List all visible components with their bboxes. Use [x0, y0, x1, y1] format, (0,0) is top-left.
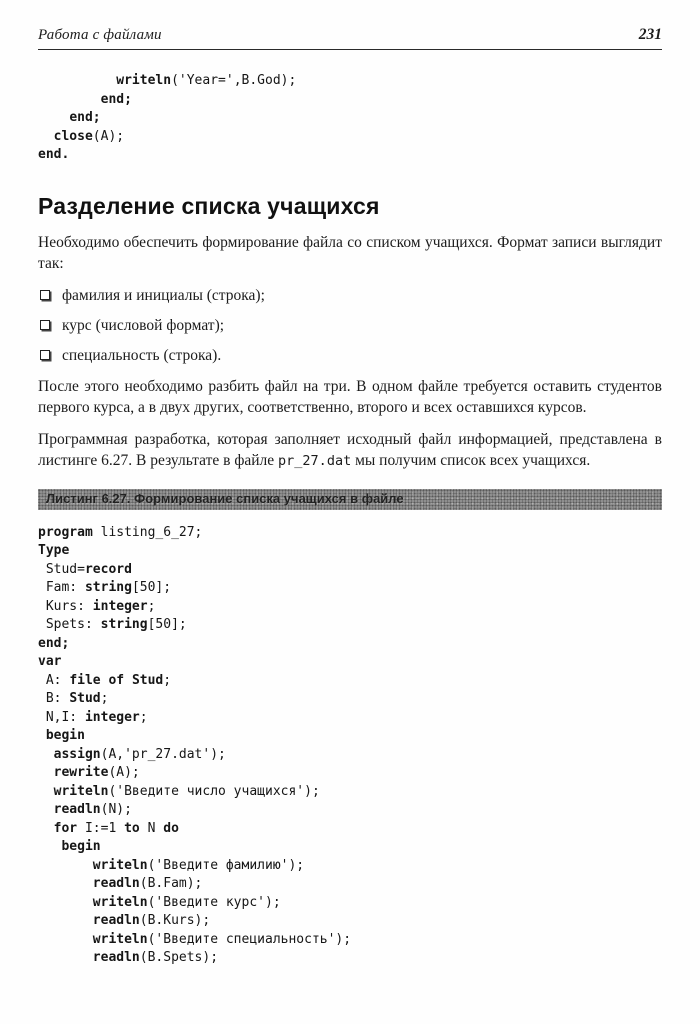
code-line: Type: [38, 543, 70, 558]
code-line: Fam: string[50];: [38, 580, 172, 595]
listing-caption: Листинг 6.27. Формирование списка учащихся в файле: [38, 489, 662, 510]
page-number: 231: [638, 26, 662, 43]
inline-code: pr_27.dat: [278, 453, 352, 469]
square-bullet-icon: [40, 350, 50, 360]
listing-code-block: [38, 524, 662, 968]
paragraph-intro: Необходимо обеспечить формирование файла со списком учащихся. Формат записи выглядит так:: [38, 233, 662, 272]
code-line: B: Stud;: [38, 691, 109, 706]
code-line: close(A);: [53, 128, 125, 144]
list-item: [38, 315, 662, 336]
square-bullet-icon: [40, 290, 50, 300]
page-header: [38, 26, 662, 50]
code-line: for I:=1 to N do: [53, 820, 179, 836]
code-line: readln(N);: [53, 802, 132, 817]
list-item-label: специальность (строка).: [62, 346, 222, 364]
code-line: N,I: integer;: [38, 709, 148, 725]
code-line: program listing_6_27;: [38, 524, 203, 540]
code-line: readln(B.Fam);: [92, 876, 203, 891]
code-line: A: file of Stud;: [38, 672, 172, 688]
paragraph-listing-ref: [38, 429, 662, 473]
code-line: assign(A,'pr_27.dat');: [53, 746, 226, 762]
code-line: begin: [61, 839, 101, 854]
code-line: Spets: string[50];: [38, 617, 187, 632]
code-line: end;: [69, 110, 101, 125]
record-format-list: [38, 285, 662, 366]
list-item-label: фамилия и инициалы (строка);: [62, 286, 265, 304]
chapter-title: Работа с файлами: [38, 27, 162, 43]
code-line: readln(B.Spets);: [92, 950, 219, 965]
code-line: writeln('Year=',B.God);: [116, 73, 297, 88]
code-line: writeln('Введите число учащихся');: [53, 783, 320, 799]
code-line: begin: [45, 728, 85, 743]
text-segment: Программная разработка, которая заполняет исходный файл информацией, представлена в листинге 6.27. В результате в файле: [38, 430, 662, 469]
code-continuation-block: [38, 72, 662, 165]
list-item: [38, 285, 662, 306]
code-line: rewrite(A);: [53, 765, 140, 780]
code-line: Stud=record: [38, 561, 132, 577]
list-item: [38, 345, 662, 366]
code-line: writeln('Введите курс');: [92, 894, 281, 910]
code-line: writeln('Введите фамилию');: [92, 857, 305, 873]
paragraph-split-task: После этого необходимо разбить файл на три. В одном файле требуется оставить студентов первого курса, а в двух других, соответственно, второго и всех оставшихся курсов.: [38, 377, 662, 416]
code-line: var: [38, 654, 62, 669]
code-line: readln(B.Kurs);: [92, 913, 211, 928]
code-line: end;: [38, 635, 70, 651]
code-line: writeln('Введите специальность');: [92, 931, 352, 947]
section-heading: Разделение списка учащихся: [38, 192, 380, 219]
text-segment: мы получим список всех учащихся.: [351, 452, 591, 469]
square-bullet-icon: [40, 320, 50, 330]
list-item-label: курс (числовой формат);: [62, 316, 225, 334]
code-line: end;: [100, 91, 132, 107]
code-line: end.: [38, 147, 70, 162]
code-line: Kurs: integer;: [38, 598, 156, 614]
